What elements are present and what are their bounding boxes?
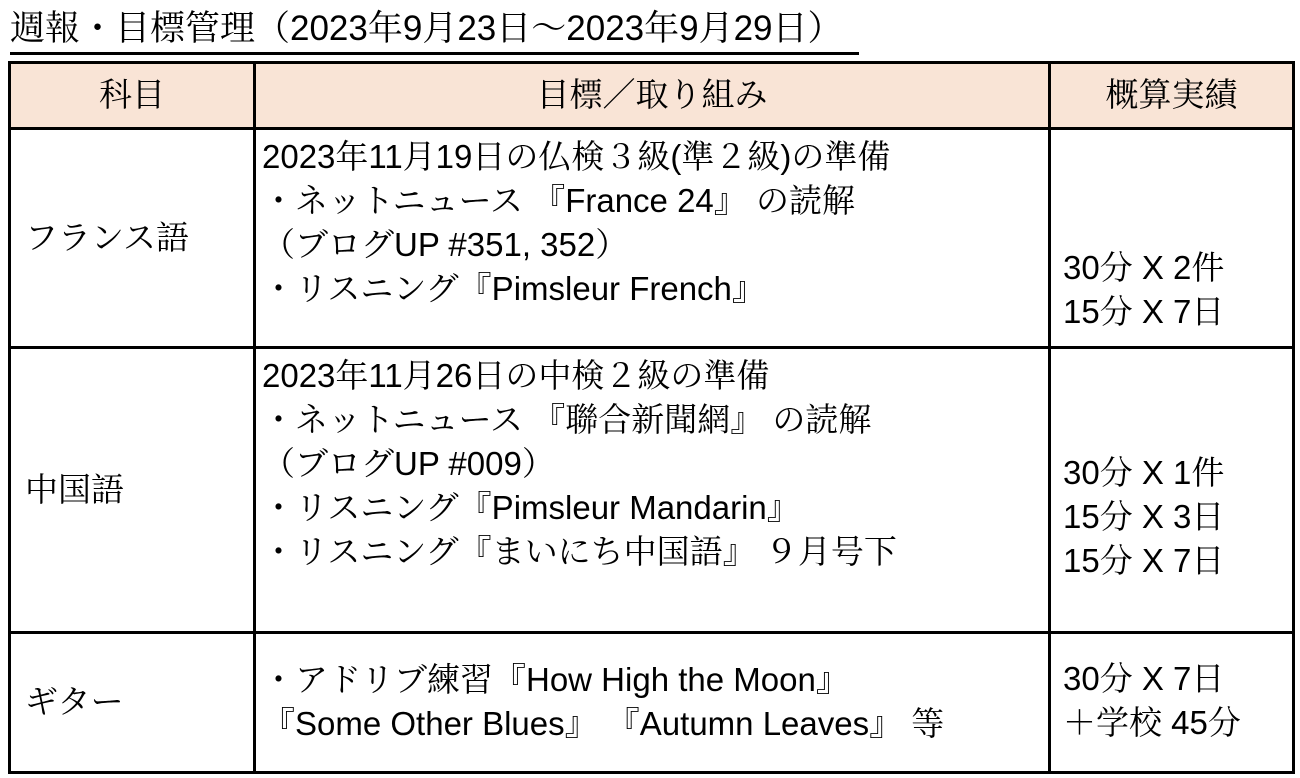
- results-cell-guitar: [1050, 632, 1294, 772]
- goal-line: ・アドリブ練習『How High the Moon』: [262, 661, 849, 699]
- column-header-results: 概算実績: [1050, 62, 1294, 128]
- table-row-chinese: [10, 347, 1294, 632]
- goal-line: ・ネットニュース 『聯合新聞網』 の読解: [262, 400, 872, 438]
- goal-line: ・リスニング『Pimsleur French』: [262, 269, 765, 307]
- goal-line: （ブログUP #351, 352）: [262, 225, 629, 263]
- column-header-goals: 目標／取り組み: [255, 62, 1050, 128]
- subject-cell-chinese: 中国語: [10, 347, 255, 632]
- result-line: 15分 X 3日: [1063, 497, 1225, 535]
- weekly-report-table: [8, 61, 1295, 774]
- result-line: 30分 X 2件: [1063, 248, 1225, 286]
- column-header-subject: 科目: [10, 62, 255, 128]
- page-title: 週報・目標管理（2023年9月23日〜2023年9月29日）: [10, 7, 859, 55]
- subject-cell-french: フランス語: [10, 128, 255, 347]
- goal-line: ・リスニング『Pimsleur Mandarin』: [262, 488, 800, 526]
- goals-cell-french: [255, 128, 1050, 347]
- results-cell-chinese: [1050, 347, 1294, 632]
- result-line: ＋学校 45分: [1063, 703, 1241, 741]
- goal-line: ・ネットニュース 『France 24』 の読解: [262, 181, 855, 219]
- table-header-row: [10, 62, 1294, 128]
- goals-cell-chinese: [255, 347, 1050, 632]
- goal-line: ・リスニング『まいにち中国語』 ９月号下: [262, 532, 897, 570]
- results-cell-french: [1050, 128, 1294, 347]
- result-line: 30分 X 7日: [1063, 659, 1225, 697]
- result-line: 30分 X 1件: [1063, 453, 1225, 491]
- table-row-french: [10, 128, 1294, 347]
- subject-cell-guitar: ギター: [10, 632, 255, 772]
- result-line: 15分 X 7日: [1063, 541, 1225, 579]
- table-row-guitar: [10, 632, 1294, 772]
- goal-line: （ブログUP #009）: [262, 444, 555, 482]
- goals-cell-guitar: [255, 632, 1050, 772]
- goal-line: 『Some Other Blues』 『Autumn Leaves』 等: [262, 705, 945, 743]
- result-line: 15分 X 7日: [1063, 292, 1225, 330]
- goal-line: 2023年11月26日の中検２級の準備: [262, 356, 770, 394]
- goal-line: 2023年11月19日の仏検３級(準２級)の準備: [262, 137, 891, 175]
